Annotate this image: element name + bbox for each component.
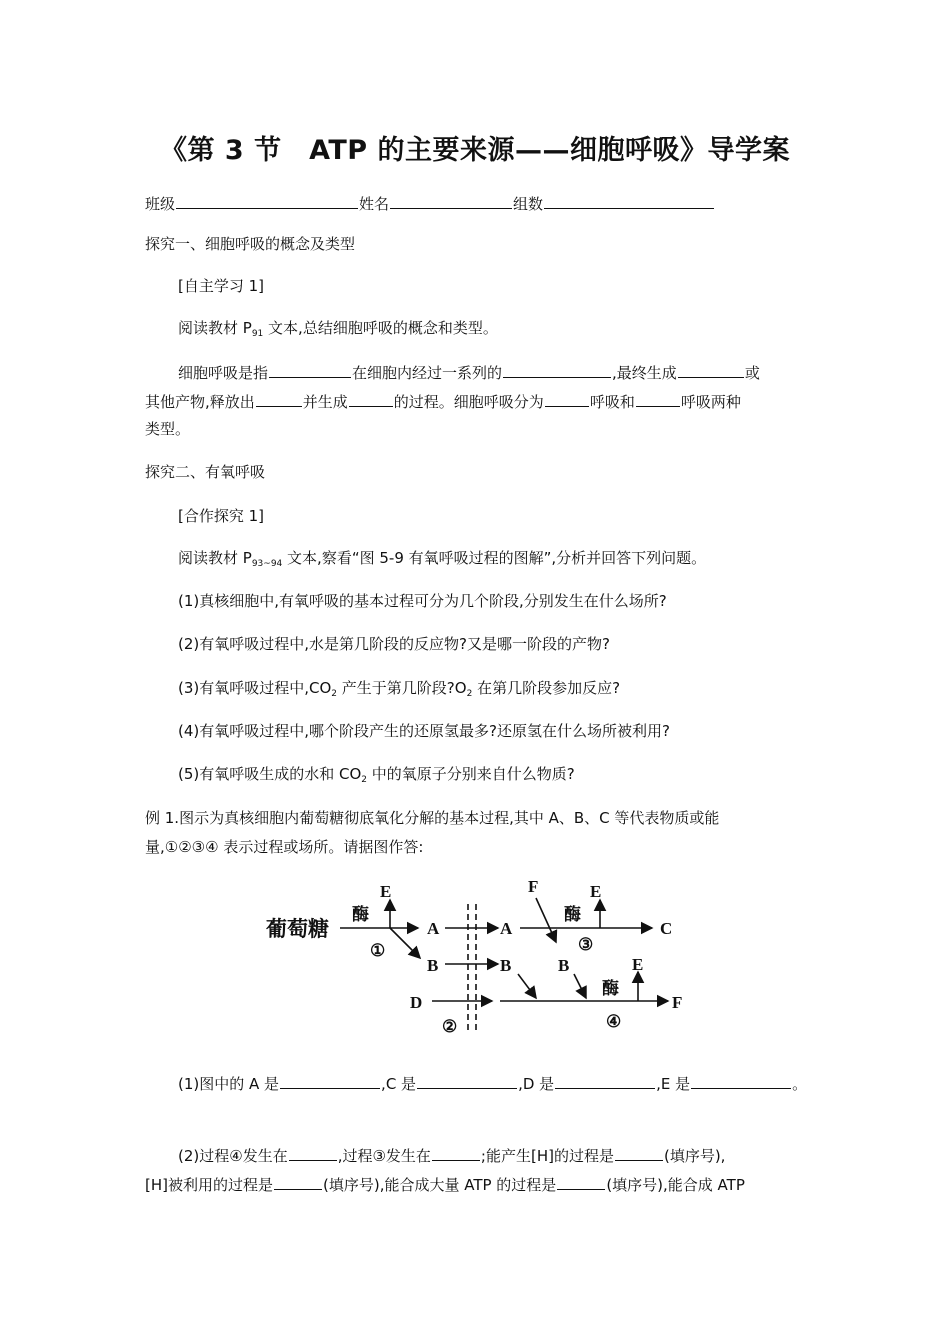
fill-blank[interactable] [432, 1145, 480, 1161]
section1-instruction [178, 318, 498, 344]
circle-4: ④ [606, 1012, 622, 1031]
fill-blank[interactable] [503, 362, 611, 378]
text: 的过程。细胞呼吸分为 [393, 393, 544, 411]
text: 其他产物,释放出 [145, 393, 255, 411]
label-b: B [500, 956, 512, 975]
answer-2-line-2 [145, 1174, 745, 1195]
text: (1)图中的 A 是 [178, 1075, 280, 1093]
instruction-text: 文本,察看“图 5-9 有氧呼吸过程的图解”,分析并回答下列问题。 [282, 549, 707, 567]
text: 在第几阶段参加反应? [472, 679, 621, 697]
subscript: 2 [466, 689, 473, 699]
fill-blank[interactable] [269, 362, 351, 378]
fill-blank[interactable] [555, 1073, 655, 1089]
label-e: E [590, 882, 602, 901]
fill-blank[interactable] [256, 391, 302, 407]
fill-blank[interactable] [349, 391, 393, 407]
question-4: (4)有氧呼吸过程中,哪个阶段产生的还原氢最多?还原氢在什么场所被利用? [178, 722, 670, 740]
glucose-label: 葡萄糖 [266, 917, 329, 941]
arrow [536, 898, 556, 942]
respiration-diagram [260, 870, 700, 1035]
instruction-text: 阅读教材 P [178, 549, 252, 567]
section1-heading: 探究一、细胞呼吸的概念及类型 [145, 235, 356, 253]
text: 或 [744, 364, 760, 382]
student-info-line [145, 193, 715, 214]
label-f: F [528, 877, 539, 896]
question-3 [178, 678, 620, 704]
text: ;能产生[H]的过程是 [480, 1147, 614, 1165]
text: 细胞呼吸是指 [178, 364, 269, 382]
question-1: (1)真核细胞中,有氧呼吸的基本过程可分为几个阶段,分别发生在什么场所? [178, 592, 667, 610]
text: 并生成 [302, 393, 348, 411]
enzyme-label: 酶 [352, 905, 369, 924]
answer-1-line [178, 1073, 807, 1094]
text: (填序号),能合成 ATP [606, 1176, 745, 1194]
example-line-2: 量,①②③④ 表示过程或场所。请据图作答: [145, 838, 424, 856]
enzyme-label: 酶 [564, 905, 581, 924]
text: ,E 是 [656, 1075, 691, 1093]
fill-blank[interactable] [636, 391, 680, 407]
label-b: B [558, 956, 570, 975]
class-label: 班级 [145, 195, 176, 213]
label-f: F [672, 993, 683, 1012]
group-field[interactable] [544, 193, 714, 209]
section2-tag: [合作探究 1] [178, 507, 265, 525]
label-b: B [427, 956, 439, 975]
concept-line-2 [145, 391, 741, 412]
circle-1: ① [370, 941, 386, 960]
instruction-text: 文本,总结细胞呼吸的概念和类型。 [263, 319, 498, 337]
fill-blank[interactable] [274, 1174, 322, 1190]
text: (填序号), [663, 1147, 726, 1165]
concept-line-3: 类型。 [145, 420, 191, 438]
text: [H]被利用的过程是 [145, 1176, 273, 1194]
group-label: 组数 [513, 195, 544, 213]
label-e: E [380, 882, 392, 901]
fill-blank[interactable] [615, 1145, 663, 1161]
example-line-1: 例 1.图示为真核细胞内葡萄糖彻底氧化分解的基本过程,其中 A、B、C 等代表物质或能 [145, 809, 720, 827]
section1-tag: [自主学习 1] [178, 277, 265, 295]
section2-heading: 探究二、有氧呼吸 [145, 463, 266, 481]
fill-blank[interactable] [417, 1073, 517, 1089]
text: ,D 是 [518, 1075, 555, 1093]
circle-2: ② [442, 1017, 458, 1035]
fill-blank[interactable] [678, 362, 744, 378]
name-label: 姓名 [359, 195, 390, 213]
arrow [574, 974, 586, 998]
concept-line-1 [178, 362, 760, 383]
fill-blank[interactable] [280, 1073, 380, 1089]
text: ,最终生成 [612, 364, 677, 382]
text: 中的氧原子分别来自什么物质? [367, 765, 575, 783]
text: 呼吸和 [589, 393, 635, 411]
text: (2)过程④发生在 [178, 1147, 288, 1165]
circle-3: ③ [578, 935, 594, 954]
label-a: A [500, 919, 513, 938]
label-e: E [632, 955, 644, 974]
arrow [390, 928, 420, 958]
label-a: A [427, 919, 440, 938]
text: ,C 是 [381, 1075, 417, 1093]
text: ,过程③发生在 [337, 1147, 431, 1165]
fill-blank[interactable] [691, 1073, 791, 1089]
text: (填序号),能合成大量 ATP 的过程是 [322, 1176, 557, 1194]
fill-blank[interactable] [289, 1145, 337, 1161]
label-d: D [410, 993, 423, 1012]
section2-instruction [178, 548, 706, 574]
name-field[interactable] [390, 193, 512, 209]
question-2: (2)有氧呼吸过程中,水是第几阶段的反应物?又是哪一阶段的产物? [178, 635, 610, 653]
question-5 [178, 764, 575, 790]
text: 在细胞内经过一系列的 [352, 364, 503, 382]
page-title: 《第 3 节 ATP 的主要来源——细胞呼吸》导学案 [160, 135, 790, 166]
text: (3)有氧呼吸过程中,CO [178, 679, 332, 697]
arrow [518, 974, 536, 998]
subscript: 2 [331, 689, 338, 699]
text: 产生于第几阶段?O [337, 679, 467, 697]
answer-2-line-1 [178, 1145, 725, 1166]
instruction-page: 91 [251, 329, 264, 339]
instruction-text: 阅读教材 P [178, 319, 252, 337]
fill-blank[interactable] [557, 1174, 605, 1190]
text: (5)有氧呼吸生成的水和 CO [178, 765, 362, 783]
text: 。 [792, 1075, 808, 1093]
fill-blank[interactable] [545, 391, 589, 407]
label-c: C [660, 919, 673, 938]
class-field[interactable] [176, 193, 358, 209]
enzyme-label: 酶 [602, 979, 619, 998]
text: 呼吸两种 [680, 393, 741, 411]
instruction-page: 93~94 [251, 559, 283, 569]
subscript: 2 [361, 775, 368, 785]
